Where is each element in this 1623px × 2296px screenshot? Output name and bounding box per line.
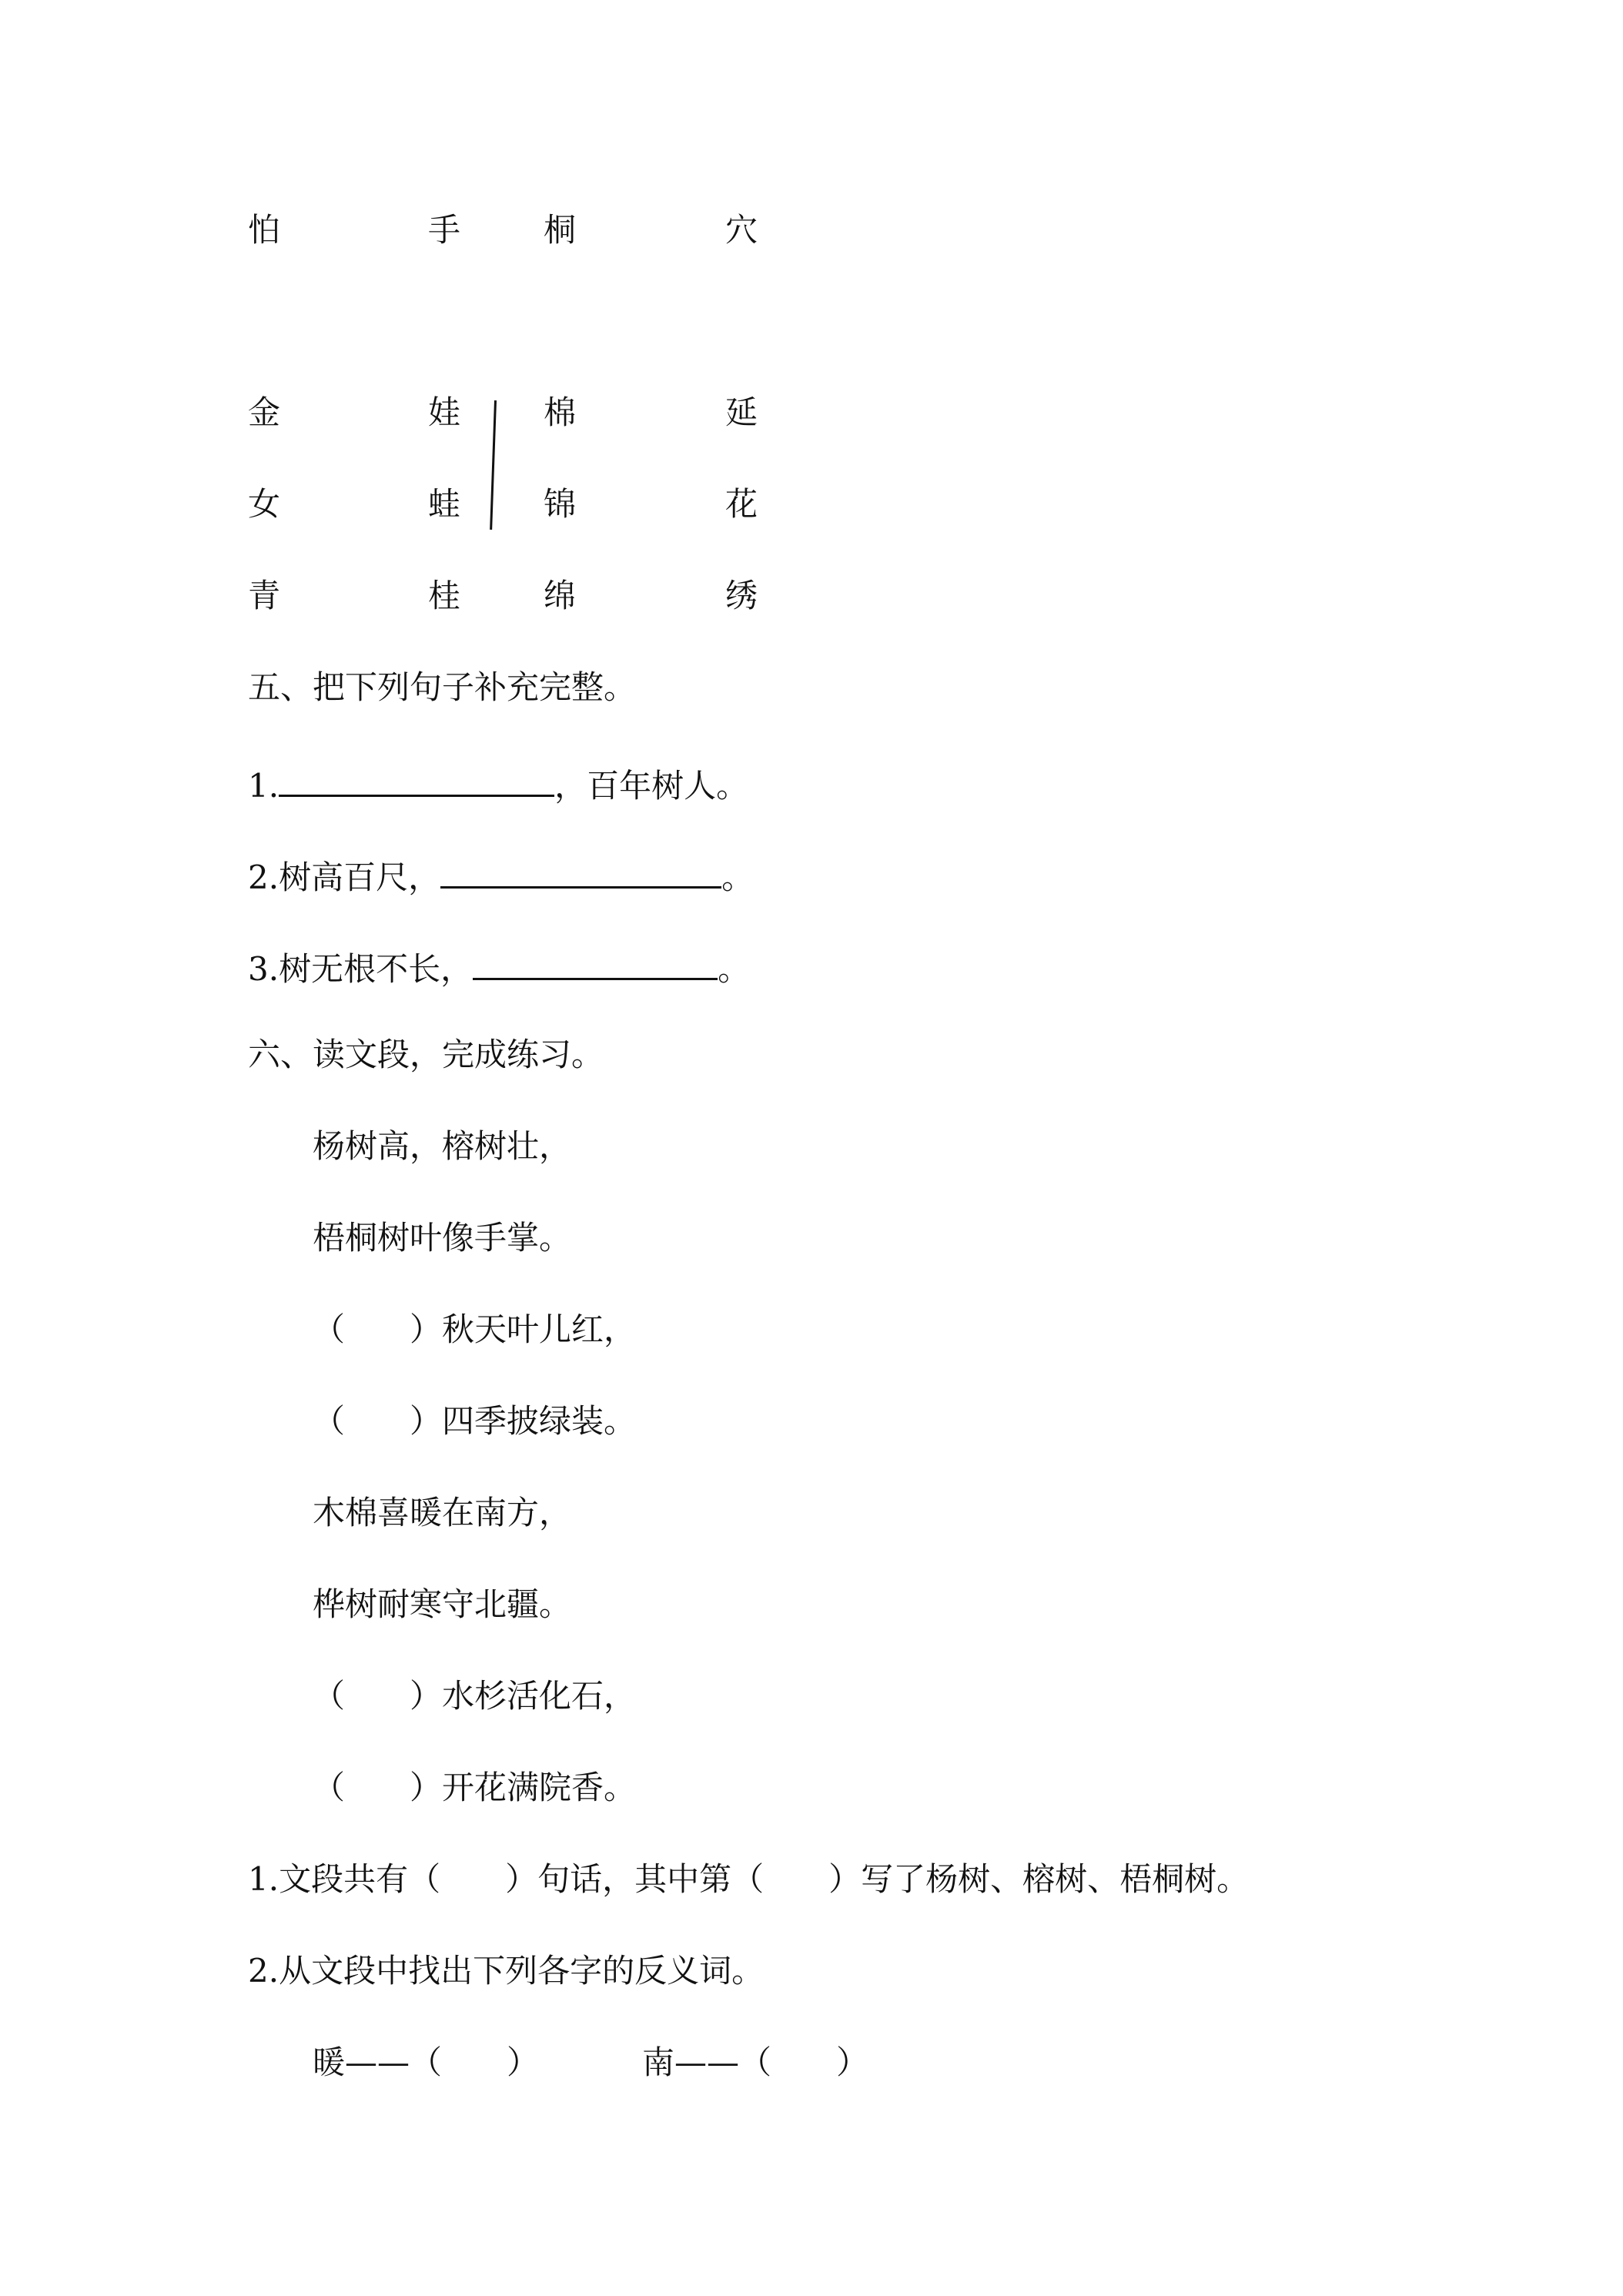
item-number: 3.	[248, 950, 279, 988]
poem-line: （ ）秋天叶儿红，	[313, 1310, 637, 1348]
char-cell: 绣	[725, 577, 758, 614]
char-cell: 金	[248, 393, 281, 431]
answer-blank[interactable]	[440, 855, 721, 889]
char-cell: 手	[428, 211, 461, 249]
sentence-suffix: 。	[721, 858, 755, 896]
poem-line: 杨树高，榕树壮，	[313, 1127, 572, 1165]
char-cell: 桂	[428, 577, 461, 614]
char-cell: 花	[725, 485, 758, 523]
fill-sentence	[248, 855, 754, 894]
matching-line	[490, 400, 497, 530]
question-2: 2.从文段中找出下列各字的反义词。	[248, 1952, 765, 1990]
answer-blank[interactable]	[279, 764, 554, 797]
sentence-suffix: ，百年树人。	[554, 767, 749, 805]
sentence-prefix: 树无根不长，	[279, 950, 474, 988]
poem-line: （ ）四季披绿装。	[313, 1402, 637, 1440]
char-cell: 穴	[725, 211, 758, 249]
char-cell: 锦	[544, 485, 577, 523]
char-cell: 延	[725, 393, 758, 431]
item-number: 1.	[248, 767, 279, 805]
char-cell: 青	[248, 577, 281, 614]
char-cell: 怕	[248, 211, 281, 249]
question-1: 1.文段共有（ ）句话，其中第（ ）写了杨树、榕树、梧桐树。	[248, 1860, 1250, 1898]
char-cell: 棉	[544, 393, 577, 431]
sentence-prefix: 树高百尺，	[279, 858, 441, 896]
char-cell: 桐	[544, 211, 577, 249]
fill-sentence	[248, 947, 750, 986]
poem-line: 木棉喜暖在南方，	[313, 1494, 572, 1531]
antonym-answer: 暖——（ ）	[313, 2043, 540, 2081]
char-cell: 绵	[544, 577, 577, 614]
poem-line: 梧桐树叶像手掌。	[313, 1219, 572, 1257]
char-cell: 娃	[428, 393, 461, 431]
fill-sentence	[248, 764, 749, 805]
poem-line: （ ）开花满院香。	[313, 1769, 637, 1806]
answer-blank[interactable]	[473, 947, 718, 980]
section-heading: 五、把下列句子补充完整。	[248, 668, 637, 706]
section-heading: 六、读文段，完成练习。	[248, 1036, 604, 1073]
sentence-suffix: 。	[718, 950, 751, 988]
char-cell: 蛙	[428, 485, 461, 523]
poem-line: 桦树耐寒守北疆。	[313, 1585, 572, 1623]
char-cell: 女	[248, 485, 281, 523]
item-number: 2.	[248, 858, 279, 896]
antonym-answer: 南——（ ）	[642, 2043, 869, 2081]
poem-line: （ ）水杉活化石，	[313, 1677, 637, 1715]
